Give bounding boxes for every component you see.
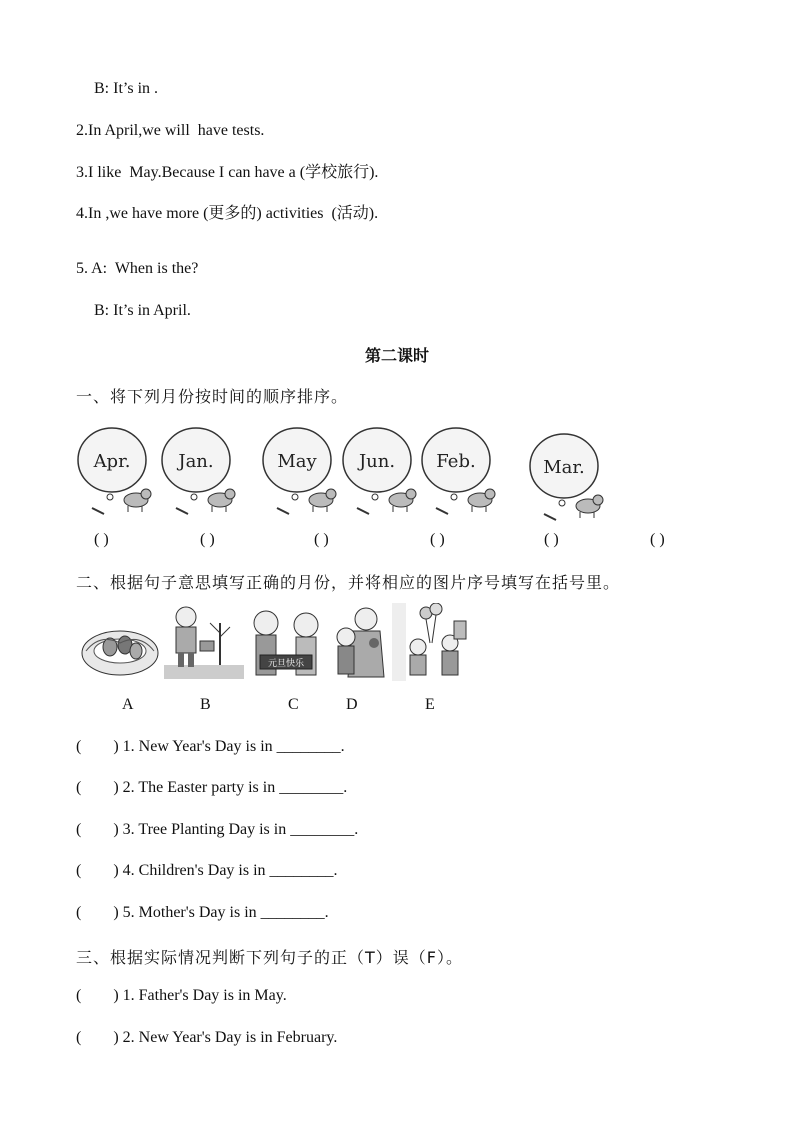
answer-blank-3[interactable]: ( ) xyxy=(314,531,329,548)
section-2-question-5[interactable]: ( ) 5. Mother's Day is in ________. xyxy=(76,904,329,921)
text-line-1: B: It’s in . xyxy=(94,80,159,97)
section-2-question-2[interactable]: ( ) 2. The Easter party is in ________. xyxy=(76,779,348,796)
dog-icon xyxy=(576,495,603,518)
dog-icon xyxy=(468,489,495,512)
text-line-5: 5. A: When is the? xyxy=(76,260,199,277)
bone-icon xyxy=(357,508,369,514)
answer-blank-6[interactable]: ( ) xyxy=(650,531,665,548)
month-bubble-jun xyxy=(341,424,423,516)
lesson-title: 第二课时 xyxy=(364,348,429,365)
picture-a-easter-nest xyxy=(80,603,160,681)
picture-b-tree-planting xyxy=(164,603,244,681)
section-2-question-4[interactable]: ( ) 4. Children's Day is in ________. xyxy=(76,862,338,879)
bone-icon xyxy=(436,508,448,514)
new-year-sign-text: 元旦快乐 xyxy=(267,659,305,669)
month-label: Jun. xyxy=(358,451,396,472)
answer-blank-5[interactable]: ( ) xyxy=(544,531,559,548)
month-bubble-jan xyxy=(160,424,242,516)
bone-icon xyxy=(277,508,289,514)
text-line-2: 2.In April,we will have tests. xyxy=(76,122,265,139)
section-2-question-3[interactable]: ( ) 3. Tree Planting Day is in ________. xyxy=(76,821,359,838)
section-3-question-2[interactable]: ( ) 2. New Year's Day is in February. xyxy=(76,1029,338,1046)
bone-icon xyxy=(92,508,104,514)
month-bubble-feb xyxy=(420,424,502,516)
picture-c-new-year xyxy=(246,603,326,681)
month-label: Mar. xyxy=(543,457,585,478)
picture-e-childrens-day xyxy=(392,603,470,681)
month-label: Apr. xyxy=(93,451,131,472)
dog-icon xyxy=(208,489,235,512)
section-2-question-1[interactable]: ( ) 1. New Year's Day is in ________. xyxy=(76,738,345,755)
picture-letter-b: B xyxy=(200,696,211,713)
section-2-heading: 二、根据句子意思填写正确的月份，并将相应的图片序号填写在括号里。 xyxy=(76,573,621,592)
month-label: May xyxy=(277,451,317,472)
month-label: Jan. xyxy=(178,451,214,472)
month-label: Feb. xyxy=(436,451,476,472)
dog-icon xyxy=(389,489,416,512)
picture-d-mothers-day xyxy=(330,603,392,681)
picture-letter-a: A xyxy=(122,696,134,713)
answer-blank-4[interactable]: ( ) xyxy=(430,531,445,548)
section-3-heading: 三、根据实际情况判断下列句子的正（T）误（F）。 xyxy=(76,948,463,967)
section-3-question-1[interactable]: ( ) 1. Father's Day is in May. xyxy=(76,987,287,1004)
section-1-heading: 一、将下列月份按时间的顺序排序。 xyxy=(76,387,349,406)
picture-letter-d: D xyxy=(346,696,358,713)
answer-blank-1[interactable]: ( ) xyxy=(94,531,109,548)
dog-icon xyxy=(124,489,151,512)
picture-letter-c: C xyxy=(288,696,299,713)
text-line-4: 4.In ,we have more (更多的) activities (活动). xyxy=(76,205,379,222)
text-line-3: 3.I like May.Because I can have a (学校旅行). xyxy=(76,164,379,181)
text-line-6: B: It’s in April. xyxy=(94,302,191,319)
answer-blank-2[interactable]: ( ) xyxy=(200,531,215,548)
bone-icon xyxy=(544,514,556,520)
picture-letter-e: E xyxy=(425,696,435,713)
month-bubble-mar xyxy=(528,430,610,522)
month-bubble-may xyxy=(261,424,343,516)
bone-icon xyxy=(176,508,188,514)
month-bubble-apr xyxy=(76,424,158,516)
dog-icon xyxy=(309,489,336,512)
